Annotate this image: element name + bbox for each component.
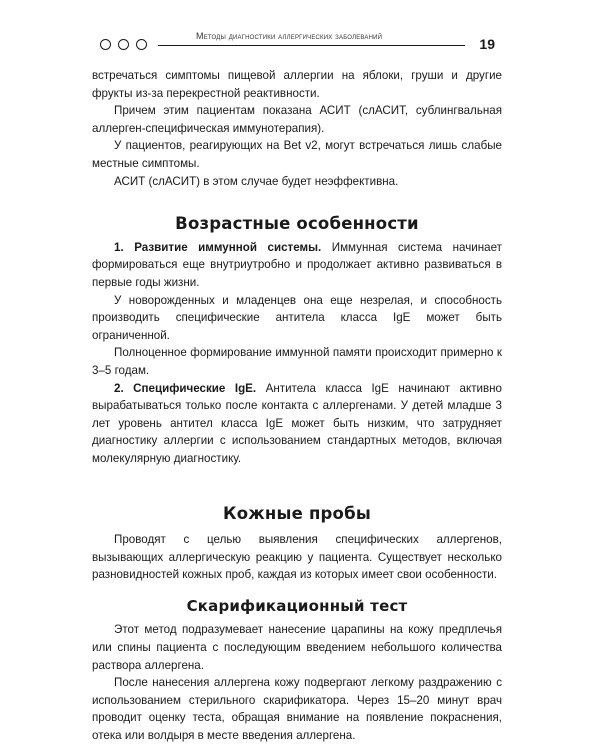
paragraph xyxy=(92,239,502,292)
paragraph: Проводят с целью выявления специфических аллергенов, вызывающих аллергическую реакцию у пациента. Существует несколько разновидностей кожных проб, каждая из которых имеет свои особенности. xyxy=(92,533,502,582)
paragraph xyxy=(92,380,502,468)
term-label: 2. Специфические IgE. xyxy=(114,381,257,395)
circle-icon xyxy=(136,39,147,50)
circle-icon xyxy=(118,39,129,50)
paragraph: Причем этим пациентам показана АСИТ (слАСИТ, сублингвальная аллерген-специфическая иммунотерапия). xyxy=(92,104,502,135)
paragraph: У новорожденных и младенцев она еще незрелая, и способность производить специфические антитела класса IgE может быть ограниченной. xyxy=(92,293,502,342)
paragraph: Этот метод подразумевает нанесение царапины на кожу предплечья или спины пациента с последующим введением небольшого количества раствора аллергена. xyxy=(92,623,502,672)
page-number: 19 xyxy=(479,36,495,52)
paragraph: АСИТ (слАСИТ) в этом случае будет неэффективна. xyxy=(114,174,399,188)
section-heading-scarification: Скарификационный тест xyxy=(186,596,408,615)
circle-icon xyxy=(100,39,111,50)
paragraph-text: Антитела класса IgE начинают активно вырабатываться только после контакта с аллергенами. У детей младше 3 лет уровень антител класса IgE может быть низким, что затрудняет диагностику аллергии с использованием стандартных методов, включая молекулярную диагностику. xyxy=(92,381,502,465)
paragraph: После нанесения аллергена кожу подвергают легкому раздражению с использованием стерильного скарификатора. Через 15–20 минут врач проводит оценку теста, обращая внимание на появление покраснения, отека или волдыря в месте введения аллергена. xyxy=(92,676,502,742)
paragraph: У пациентов, реагирующих на Bet v2, могут встречаться лишь слабые местные симптомы. xyxy=(92,139,502,170)
section-heading-age: Возрастные особенности xyxy=(175,214,419,234)
page-header xyxy=(100,30,495,60)
term-label: 1. Развитие иммунной системы. xyxy=(114,240,322,254)
paragraph-text: Иммунная система начинает формироваться еще внутриутробно и продолжает активно развиваться в первые годы жизни. xyxy=(92,240,502,289)
paragraph: встречаться симптомы пищевой аллергии на яблоки, груши и другие фрукты из-за перекрестной реактивности. xyxy=(92,69,502,100)
section-heading-skin-tests: Кожные пробы xyxy=(223,504,371,524)
page-body xyxy=(92,67,502,745)
paragraph: Полноценное формирование иммунной памяти происходит примерно к 3–5 годам. xyxy=(92,346,502,377)
header-rule xyxy=(158,45,465,46)
running-title: Методы диагностики аллергических заболеваний xyxy=(196,31,383,41)
header-circles xyxy=(100,39,147,50)
